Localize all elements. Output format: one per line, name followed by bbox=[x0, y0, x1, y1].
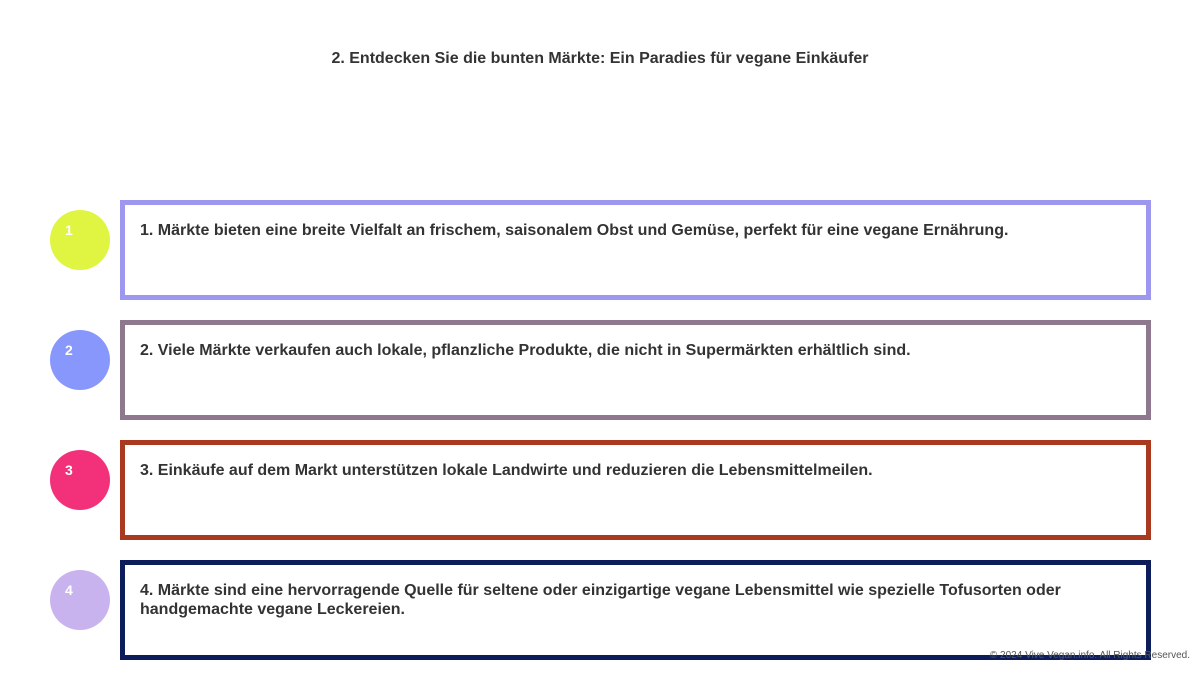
number-circle bbox=[50, 210, 110, 270]
page-title: 2. Entdecken Sie die bunten Märkte: Ein Paradies für vegane Einkäufer bbox=[331, 50, 869, 67]
list-item bbox=[0, 200, 1200, 300]
item-text: 4. Märkte sind eine hervorragende Quelle für seltene oder einzigartige vegane Lebensmittel wie spezielle Tofusorten oder handgemachte vegane Leckereien. bbox=[140, 582, 1061, 618]
list-item bbox=[0, 560, 1200, 660]
item-box bbox=[120, 560, 1151, 660]
item-box bbox=[120, 200, 1151, 300]
item-text: 1. Märkte bieten eine breite Vielfalt an frischem, saisonalem Obst und Gemüse, perfekt für eine vegane Ernährung. bbox=[140, 222, 1009, 239]
item-number: 3 bbox=[65, 462, 73, 478]
item-box bbox=[120, 320, 1151, 420]
item-number: 2 bbox=[65, 342, 73, 358]
copyright-footer: © 2024 Vive Vegan.info. All Rights Reserved. bbox=[989, 650, 1190, 661]
item-text: 2. Viele Märkte verkaufen auch lokale, pflanzliche Produkte, die nicht in Supermärkten erhältlich sind. bbox=[140, 342, 911, 359]
number-circle bbox=[50, 450, 110, 510]
number-circle bbox=[50, 330, 110, 390]
item-number: 1 bbox=[65, 222, 73, 238]
list-item bbox=[0, 440, 1200, 540]
item-box bbox=[120, 440, 1151, 540]
item-number: 4 bbox=[65, 582, 73, 598]
number-circle bbox=[50, 570, 110, 630]
item-text: 3. Einkäufe auf dem Markt unterstützen lokale Landwirte und reduzieren die Lebensmittelmeilen. bbox=[140, 462, 873, 479]
list-item bbox=[0, 320, 1200, 420]
